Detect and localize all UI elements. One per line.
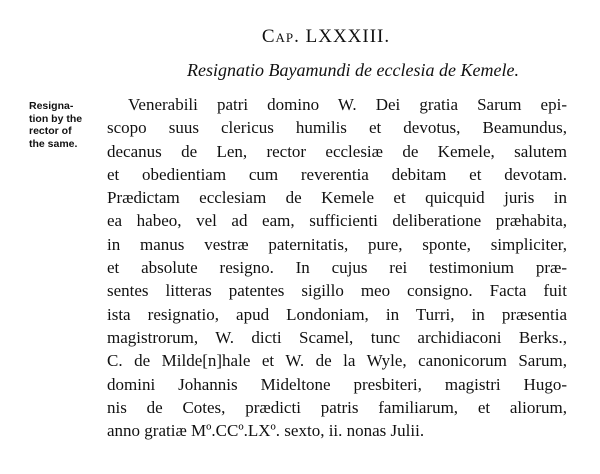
body-line: domini Johannis Mideltone presbiteri, magistri Hugo- <box>107 374 567 394</box>
body-line: Venerabili patri domino W. Dei gratia Sarum epi- <box>128 95 567 114</box>
body-line: ea habeo, vel ad eam, sufficienti deliberatione præhabita, <box>107 211 567 231</box>
body-line: ista resignatio, apud Londoniam, in Turri, in præsentia <box>107 304 567 324</box>
body-line: et absolute resigno. In cujus rei testimonium præ- <box>107 258 567 278</box>
body-paragraph <box>107 93 567 442</box>
chapter-title: Resignatio Bayamundi de ecclesia de Kemele. <box>187 60 519 80</box>
marginal-note: Resigna- tion by the rector of the same. <box>29 100 83 150</box>
body-line: anno gratiæ Mº.CCº.LXº. sexto, ii. nonas Julii. <box>107 421 425 441</box>
chapter-heading: Cap. LXXXIII. <box>261 26 391 47</box>
body-line: Prædictam ecclesiam de Kemele et quicquid juris in <box>107 188 567 208</box>
body-line: nis de Cotes, prædicti patris familiarum, et aliorum, <box>107 397 567 417</box>
body-line: et obedientiam cum reverentia debitam et devotam. <box>107 164 567 184</box>
body-line: in manus vestræ paternitatis, pure, sponte, simpliciter, <box>107 234 567 254</box>
body-line: decanus de Len, rector ecclesiæ de Kemele, salutem <box>107 141 567 161</box>
body-line: sentes litteras patentes sigillo meo consigno. Facta fuit <box>107 281 567 301</box>
body-line: magistrorum, W. dicti Scamel, tunc archidiaconi Berks., <box>107 327 567 347</box>
body-line: C. de Milde[n]hale et W. de la Wyle, canonicorum Sarum, <box>107 351 567 371</box>
body-line: scopo suus clericus humilis et devotus, Beamundus, <box>107 118 567 138</box>
